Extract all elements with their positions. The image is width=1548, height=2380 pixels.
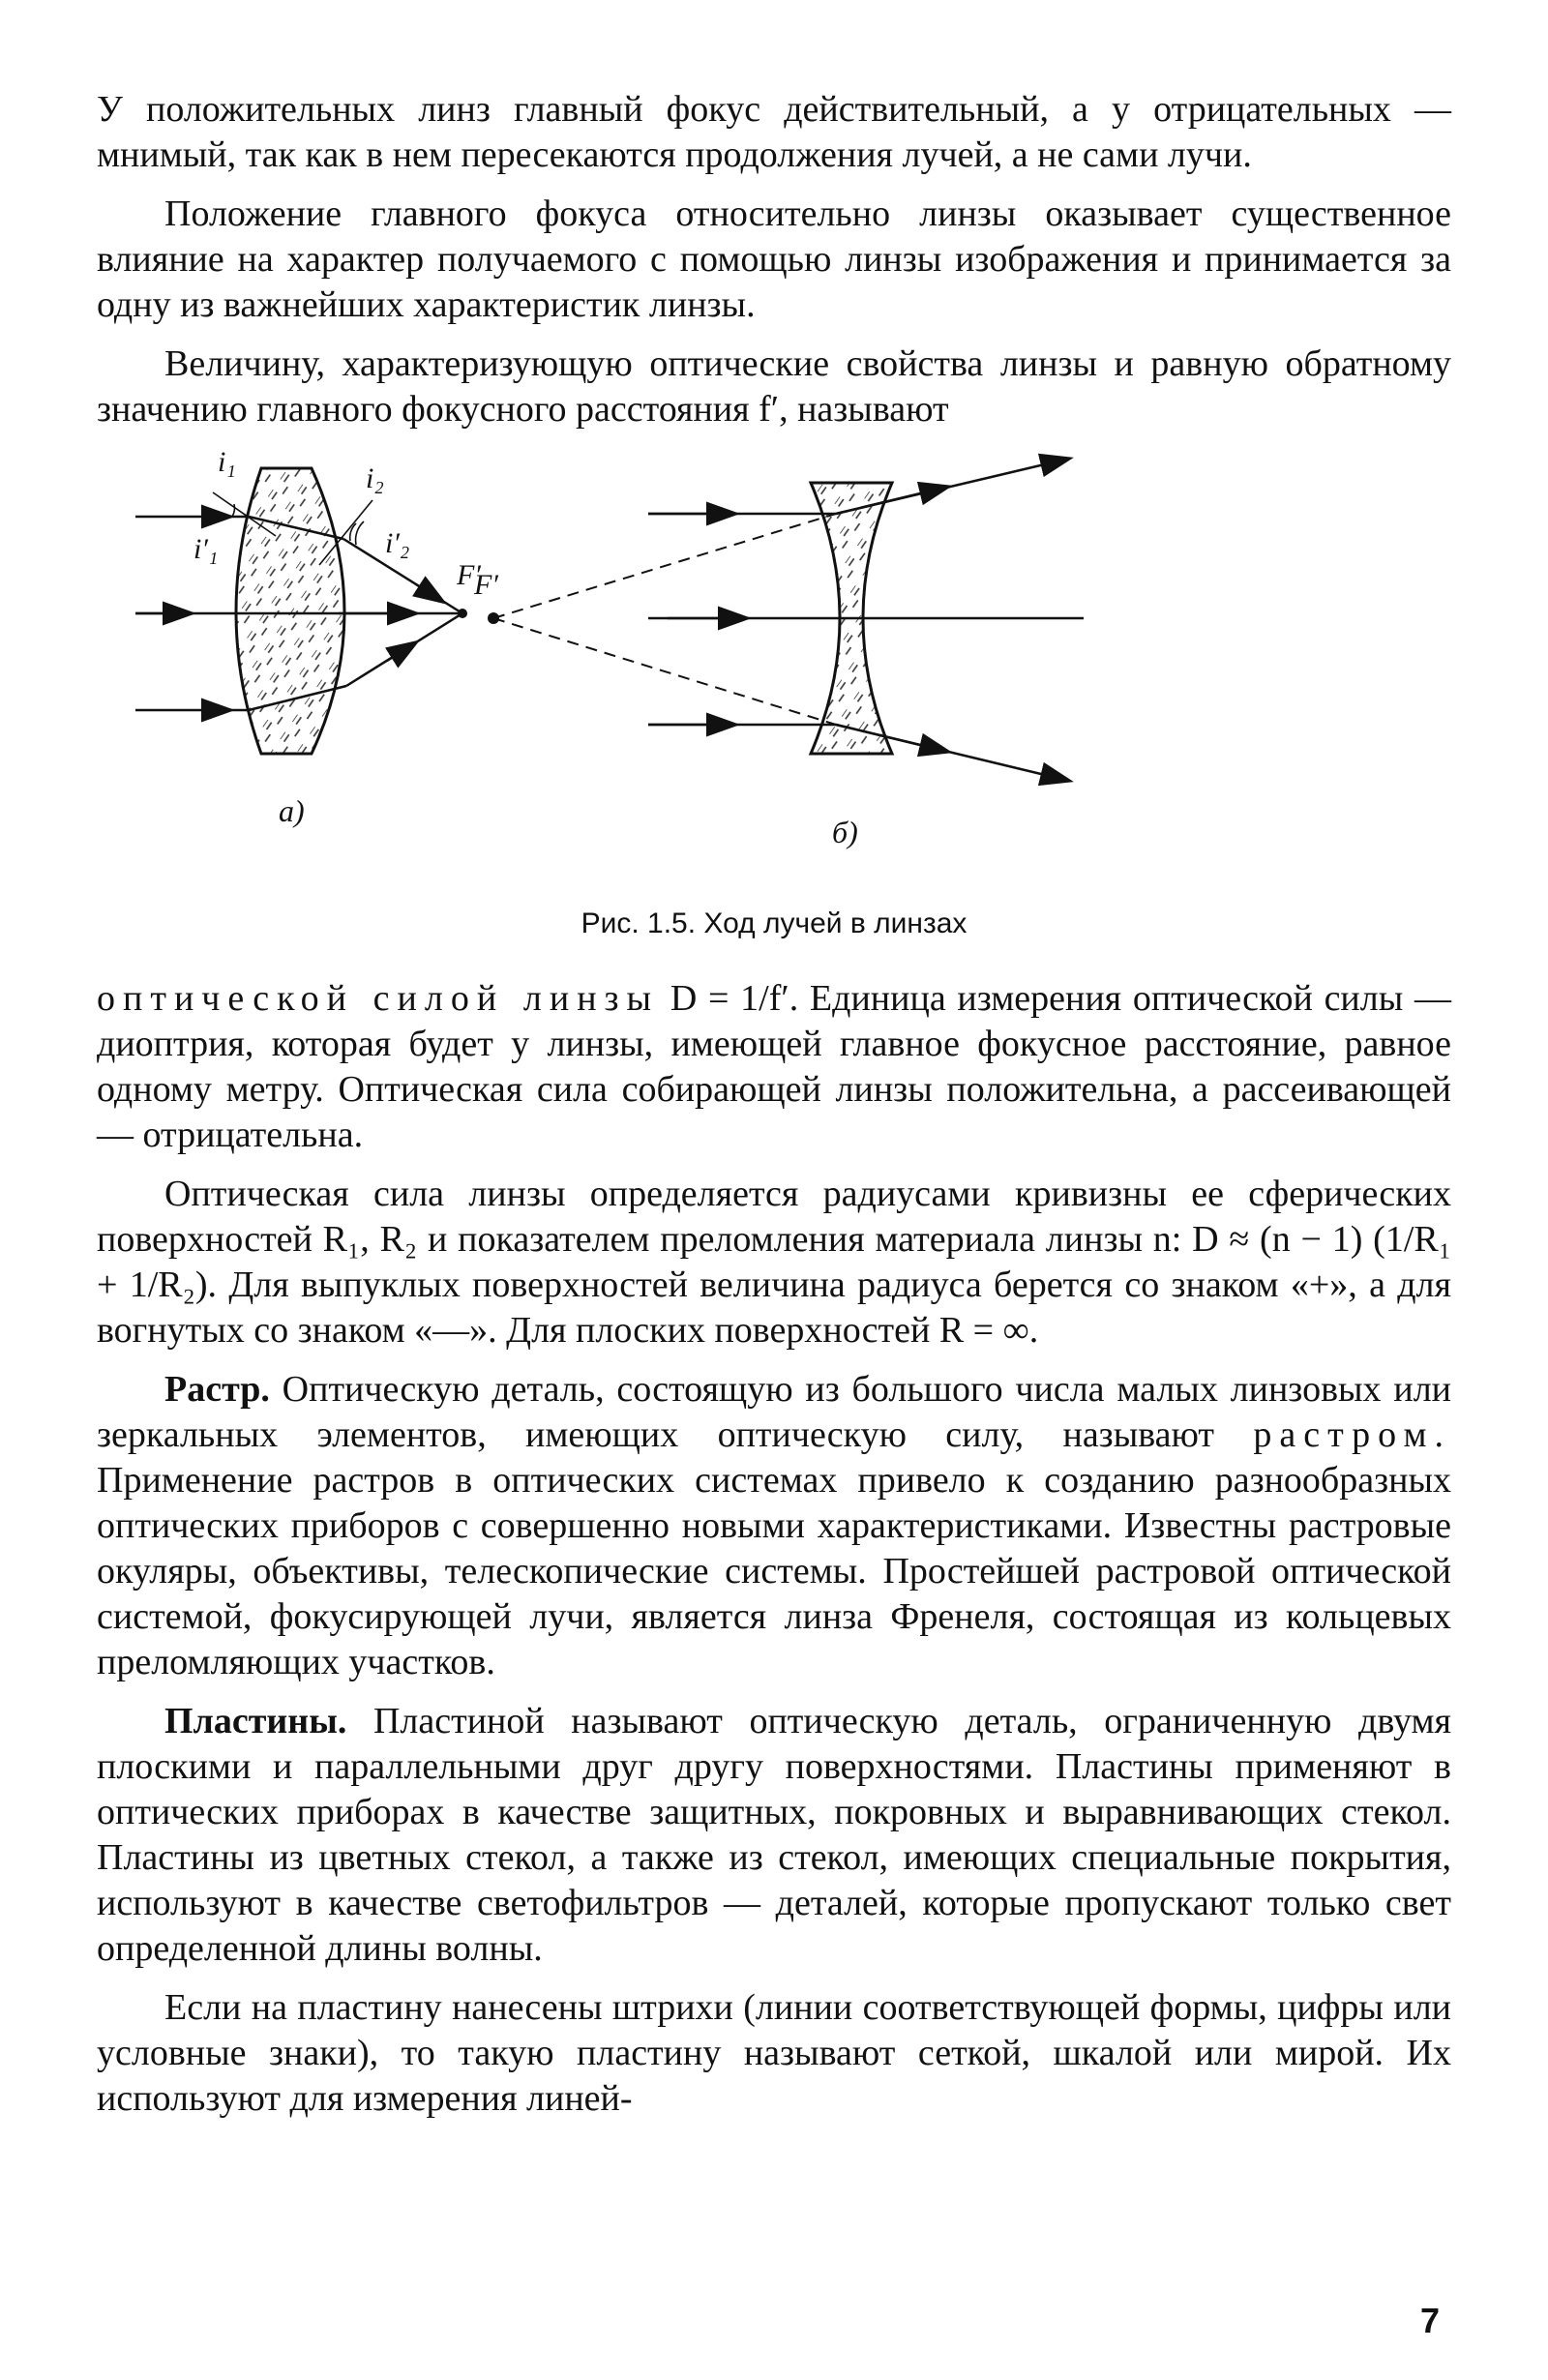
paragraph-2: Положение главного фокуса относительно линзы оказывает существенное влияние на характер получаемого с помощью линзы изображения и принимается за одну из важнейших характеристик линзы. (97, 193, 1451, 325)
label-i2: i₂ (366, 462, 384, 494)
virtual-ray-top (493, 514, 836, 618)
page-number: 7 (1420, 2301, 1441, 2340)
paragraph-7: Если на пластину нанесены штрихи (линии соответствующей формы, цифры или условные знаки), то такую пластину называют сеткой, шкалой или мирой. Их используют для измерения линей- (97, 1987, 1451, 2119)
label-focus-a: F′ (457, 559, 481, 591)
paragraph-5-end: Применение растров в оптических системах привело к созданию разнообразных оптических приборов с совершенно новыми характеристиками. Известны растровые окуляры, объективы, телескопические системы. Простейшей растровой оптической системой, фокусирующей лучи, является линза Френеля, состоящая из кольцевых преломляющих участков. (97, 1460, 1451, 1682)
diverging-lens-diagram (473, 459, 1084, 849)
paragraph-5 (97, 1367, 1451, 1685)
heading-plates: Пластины. (164, 1701, 347, 1741)
page-body (97, 87, 1451, 2122)
label-i2-prime: i′₂ (385, 527, 410, 559)
paragraph-6-body: Пластиной называют оптическую деталь, ограниченную двумя плоскими и параллельными друг другу поверхностями. Пластины применяют в оптических приборах в качестве защитных, покровных и выравнивающих стекол. Пластины из цветных стекол, а также из стекол, имеющих специальные покрытия, используют в качестве светофильтров — деталей, которые пропускают только свет определенной длины волны. (97, 1701, 1452, 1969)
paragraph-3-start: Величину, характеризующую оптические свойства линзы и равную обратному значению главного фокусного расстояния f′, называют (97, 343, 1451, 430)
focus-point-b (488, 612, 499, 624)
heading-raster: Растр. (164, 1369, 270, 1410)
paragraph-1: У положительных линз главный фокус действительный, а у отрицательных — мнимый, так как в нем пересекаются продолжения лучей, а не сами лучи. (97, 89, 1451, 175)
figure-caption: Рис. 1.5. Ход лучей в линзах (580, 907, 968, 939)
paragraph-3-end: D = 1/f′. Единица измерения оптической силы — диоптрия, которая будет у линзы, имеющей главное фокусное расстояние, равное одному метру. Оптическая сила собирающей линзы положительна, а рассеивающей — отрицательна. (97, 978, 1451, 1155)
label-subfigure-b: б) (832, 815, 858, 849)
converging-lens-diagram (135, 446, 481, 828)
label-focus-b: F′ (474, 569, 498, 601)
label-i1-prime: i′₁ (194, 533, 219, 565)
label-subfigure-a: а) (279, 793, 305, 828)
paragraph-4: Оптическая сила линзы определяется радиусами кривизны ее сферических поверхностей R₁, R₂ и показателем преломления материала линзы n: D ≈ (n − 1) (1/R₁ + 1/R₂). Для выпуклых поверхностей величина радиуса берется со знаком «+», а для вогнутых со знаком «—». Для плоских поверхностей R = ∞. (97, 1174, 1451, 1351)
focus-point-a (458, 609, 467, 618)
paragraph-6 (97, 1699, 1451, 1972)
converging-lens-body (236, 468, 344, 754)
paragraph-5-start: Оптическую деталь, состоящую из большого числа малых линзовых или зеркальных элементов, имеющих оптическую силу, называют (97, 1369, 1452, 1455)
term-raster: растром. (1253, 1414, 1451, 1455)
figure-lens-ray-diagram (97, 444, 1451, 899)
paragraph-3-continued (97, 976, 1451, 1158)
virtual-ray-bottom (493, 618, 836, 725)
lens-diagram-svg (97, 444, 1451, 899)
label-i1: i₁ (218, 446, 236, 478)
term-optical-power: оптической силой линзы (97, 978, 660, 1019)
